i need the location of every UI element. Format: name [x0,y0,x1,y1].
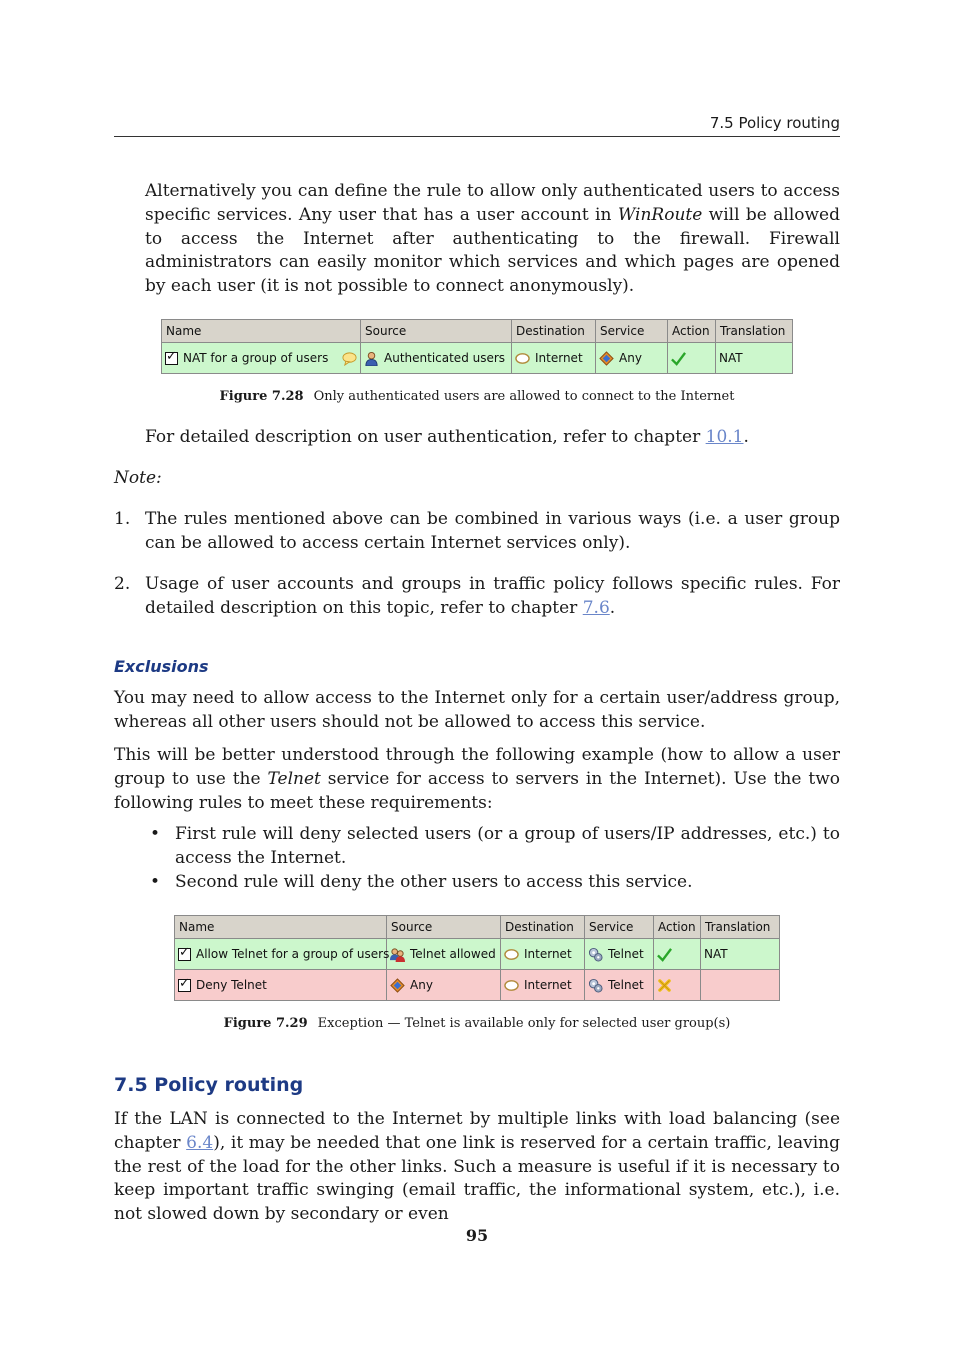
comment-icon [342,351,357,366]
table-row[interactable] [175,939,780,970]
source-label: Telnet allowed [410,947,496,961]
internet-icon [504,947,519,962]
section-text-a: If the LAN is connected to the Internet by multiple links with load balancing (see chapter [114,1109,840,1153]
intro-text-a: Alternatively you can define the rule to allow only authenticated users to access specific services. Any user that has a user account in [145,181,840,225]
col-source[interactable]: Source [387,916,501,939]
internet-icon [515,351,530,366]
figure-label: Figure 7.29 [223,1016,308,1031]
destination-cell[interactable] [501,939,585,970]
table-header-row [162,320,793,343]
destination-label: Internet [524,947,572,961]
bullet-1-marker: • [150,824,161,844]
translation-label: NAT [704,947,728,961]
rule-name: NAT for a group of users [183,351,329,365]
bullet-item-2: Second rule will deny the other users to access this service. [175,872,693,892]
col-translation[interactable]: Translation [701,916,780,939]
intro-text-b: will be allowed to access the Internet after authenticating to the firewall. Firewall administrators can easily monitor which services and which pages are opened by each user (it is not possible to connect anonymously). [145,204,841,297]
service-cell[interactable] [585,970,654,1001]
running-title: 7.5 Policy routing [709,114,840,132]
telnet-service-icon [588,978,603,993]
translation-cell[interactable] [701,970,780,1001]
rule-table-2 [174,915,780,1001]
checkbox-icon[interactable] [165,352,178,365]
internet-icon [504,978,519,993]
col-name[interactable]: Name [175,916,387,939]
destination-label: Internet [535,351,583,365]
rule-name-cell[interactable] [162,343,361,374]
note-item-2-text: Usage of user accounts and groups in traffic policy follows specific rules. For detailed description on this topic, refer to chapter [145,574,840,618]
source-cell[interactable] [361,343,512,374]
col-service[interactable]: Service [596,320,668,343]
note-label [114,467,162,491]
col-destination[interactable]: Destination [501,916,585,939]
chapter-link[interactable]: 6.4 [186,1132,214,1153]
page-number: 95 [465,1226,489,1245]
service-label: Telnet [608,978,644,992]
allow-check-icon [671,351,686,366]
note-label-text: Note: [114,468,162,488]
figure-label: Figure 7.28 [219,389,304,404]
deny-x-icon [657,978,672,993]
destination-label: Internet [524,978,572,992]
col-action[interactable]: Action [668,320,716,343]
col-translation[interactable]: Translation [716,320,793,343]
exclusions-p2-b: service for access to servers in the Internet). Use the two following rules to meet these requirements: [114,768,840,813]
section-paragraph [114,1108,840,1227]
translation-label: NAT [719,351,743,365]
figure-text: Only authenticated users are allowed to connect to the Internet [313,389,735,404]
users-group-icon [390,947,405,962]
service-cell[interactable] [585,939,654,970]
translation-cell[interactable] [701,939,780,970]
action-cell[interactable] [654,939,701,970]
telnet-term: Telnet [267,768,321,789]
action-cell[interactable] [654,970,701,1001]
source-cell[interactable] [387,970,501,1001]
intro-paragraph [145,180,840,299]
col-source[interactable]: Source [361,320,512,343]
destination-cell[interactable] [501,970,585,1001]
detail-end: . [743,427,749,447]
chapter-link[interactable]: 10.1 [705,427,744,447]
table-header-row [175,916,780,939]
running-head [114,114,840,137]
detail-paragraph [145,426,840,450]
exclusions-paragraph-1: You may need to allow access to the Internet only for a certain user/address group, whereas all other users should not be allowed to access this service. [114,688,840,732]
section-heading: 7.5 Policy routing [114,1074,304,1096]
exclusions-paragraph-2 [114,744,840,815]
list-number-2: 2. [114,574,131,594]
col-service[interactable]: Service [585,916,654,939]
exclusions-p2-a: This will be better understood through the following example (how to allow a user group to use the [114,745,840,789]
rule-name-cell[interactable] [175,970,387,1001]
bullet-2-marker: • [150,872,161,892]
checkbox-icon[interactable] [178,948,191,961]
exclusions-heading: Exclusions [114,657,209,676]
service-label: Telnet [608,947,644,961]
source-cell[interactable] [387,939,501,970]
source-label: Authenticated users [384,351,506,365]
table-row[interactable] [162,343,793,374]
any-service-icon [599,351,614,366]
allow-check-icon [657,947,672,962]
note-item-2 [145,573,840,621]
figure-caption-2 [114,1016,840,1031]
section-text-b: ), it may be needed that one link is reserved for a certain traffic, leaving the rest of the load for the other links. Such a measure is useful if it is necessary to keep important traffic swinging (email traffic, the informational system, etc.), i.e. not slowed down by secondary or even [114,1132,840,1225]
rule-name: Deny Telnet [196,978,267,992]
checkbox-icon[interactable] [178,979,191,992]
service-label: Any [619,351,642,365]
winroute-term: WinRoute [617,204,703,225]
telnet-service-icon [588,947,603,962]
bullet-item-1: First rule will deny selected users (or a group of users/IP addresses, etc.) to access the Internet. [175,824,840,868]
source-label: Any [410,978,433,992]
translation-cell[interactable] [716,343,793,374]
figure-text: Exception — Telnet is available only for selected user group(s) [317,1016,731,1031]
action-cell[interactable] [668,343,716,374]
col-action[interactable]: Action [654,916,701,939]
figure-caption-1 [114,389,840,404]
any-service-icon [390,978,405,993]
detail-text: For detailed description on user authentication, refer to chapter [145,427,706,447]
col-name[interactable]: Name [162,320,361,343]
user-icon [364,351,379,366]
col-destination[interactable]: Destination [512,320,596,343]
list-number-1: 1. [114,509,131,529]
table-row[interactable] [175,970,780,1001]
chapter-link[interactable]: 7.6 [582,597,610,618]
rule-name: Allow Telnet for a group of users [196,947,390,961]
rule-table-1 [161,319,793,374]
rule-name-cell[interactable] [175,939,390,970]
note-item-2-end: . [609,597,616,618]
service-cell[interactable] [596,343,668,374]
note-item-1: The rules mentioned above can be combined in various ways (i.e. a user group can be allowed to access certain Internet services only). [145,509,840,553]
destination-cell[interactable] [512,343,596,374]
